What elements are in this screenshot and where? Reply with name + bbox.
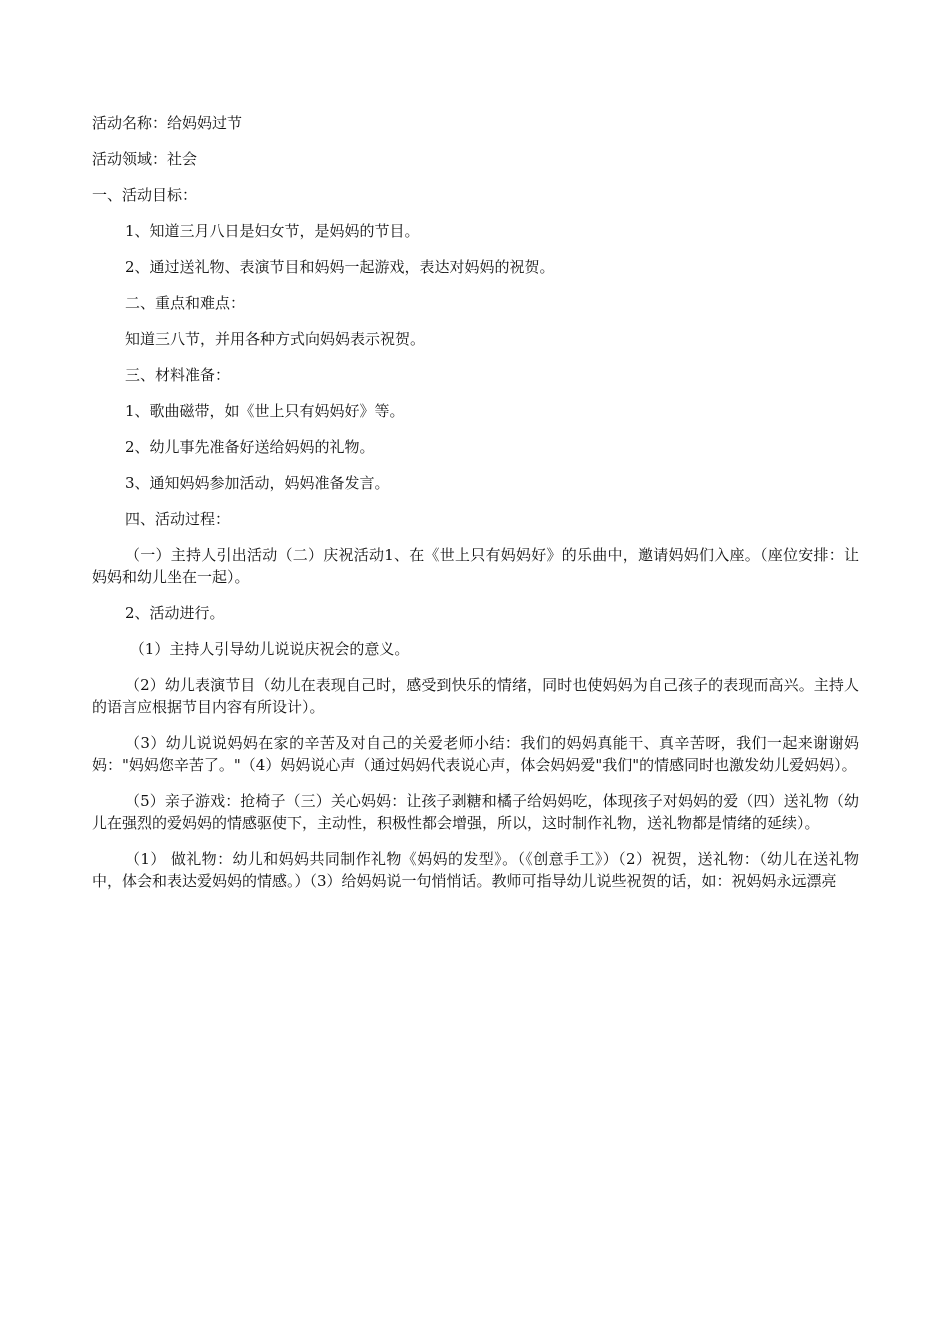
section-heading-goals: 一、活动目标： xyxy=(92,186,198,204)
section-heading-key-points: 二、重点和难点： xyxy=(125,294,246,312)
process-paragraph: （2）幼儿表演节目（幼儿在表现自己时，感受到快乐的情绪，同时也使妈妈为自己孩子的表现而高兴。主持人的语言应根据节目内容有所设计）。 xyxy=(92,676,859,716)
process-paragraph: 2、活动进行。 xyxy=(125,604,225,622)
section-heading-materials: 三、材料准备： xyxy=(125,366,231,384)
activity-name: 活动名称：给妈妈过节 xyxy=(92,114,243,132)
process-paragraph: （3）幼儿说说妈妈在家的辛苦及对自己的关爱老师小结：我们的妈妈真能干、真辛苦呀，我们一起来谢谢妈妈："妈妈您辛苦了。"（4）妈妈说心声（通过妈妈代表说心声，体会妈妈爱"我们"的情感同时也激发幼儿爱妈妈）。 xyxy=(92,734,859,774)
process-paragraph: （一）主持人引出活动（二）庆祝活动1、在《世上只有妈妈好》的乐曲中，邀请妈妈们入座。（座位安排：让妈妈和幼儿坐在一起）。 xyxy=(92,546,859,586)
key-points-text: 知道三八节，并用各种方式向妈妈表示祝贺。 xyxy=(125,330,426,348)
material-item: 3、通知妈妈参加活动，妈妈准备发言。 xyxy=(125,474,390,492)
process-paragraph: （1）主持人引导幼儿说说庆祝会的意义。 xyxy=(125,640,410,658)
section-heading-process: 四、活动过程： xyxy=(125,510,231,528)
goal-item: 2、通过送礼物、表演节目和妈妈一起游戏，表达对妈妈的祝贺。 xyxy=(125,258,555,276)
process-paragraph: （5）亲子游戏：抢椅子（三）关心妈妈：让孩子剥糖和橘子给妈妈吃，体现孩子对妈妈的爱（四）送礼物（幼儿在强烈的爱妈妈的情感驱使下，主动性，积极性都会增强，所以，这时制作礼物，送礼物都是情绪的延续）。 xyxy=(92,792,859,832)
activity-domain: 活动领域：社会 xyxy=(92,150,198,168)
material-item: 2、幼儿事先准备好送给妈妈的礼物。 xyxy=(125,438,375,456)
material-item: 1、歌曲磁带，如《世上只有妈妈好》等。 xyxy=(125,402,405,420)
process-paragraph: （1） 做礼物：幼儿和妈妈共同制作礼物《妈妈的发型》。（《创意手工》）（2）祝贺，送礼物：（幼儿在送礼物中，体会和表达爱妈妈的情感。）（3）给妈妈说一句悄悄话。教师可指导幼儿说些祝贺的话，如：祝妈妈永远漂亮 xyxy=(92,850,859,890)
goal-item: 1、知道三月八日是妇女节，是妈妈的节目。 xyxy=(125,222,420,240)
document-body xyxy=(92,112,859,906)
